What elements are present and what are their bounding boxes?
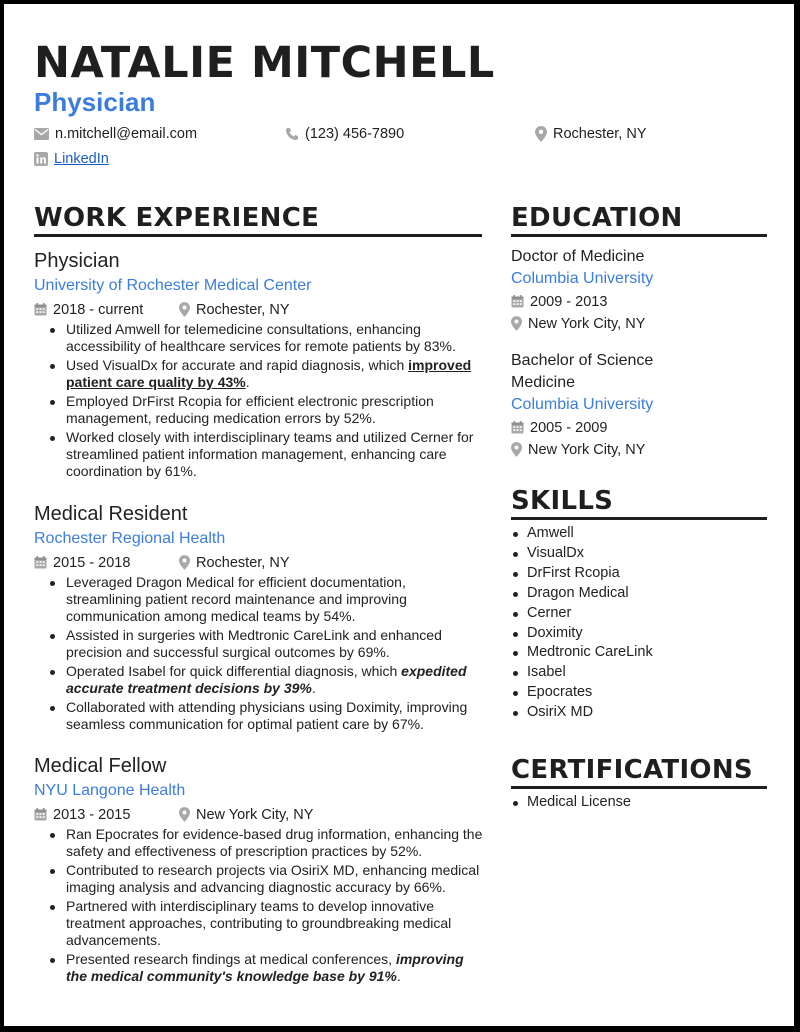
bullet-text: Ran Epocrates for evidence-based drug information, enhancing the safety and effectiveness of prescription practices by 52%.	[66, 826, 483, 859]
bullet-text: Collaborated with attending physicians using Doximity, improving seamless communication for optimal patient care by 67%.	[66, 699, 468, 732]
degree: Doctor of Medicine	[511, 248, 645, 265]
skill-item: Dragon Medical	[511, 584, 653, 604]
education-dates	[511, 291, 771, 312]
certifications-rule	[511, 786, 767, 789]
education-dates-text: 2005 - 2009	[530, 419, 608, 436]
job-location-text: New York City, NY	[196, 806, 314, 823]
bullet-text: Presented research findings at medical conferences,	[66, 951, 396, 967]
education-entry	[511, 350, 771, 460]
skill-item: Isabel	[511, 663, 653, 683]
work-experience-heading: WORK EXPERIENCE	[34, 203, 320, 233]
school-name: Columbia University	[511, 270, 654, 287]
job-meta	[34, 804, 484, 825]
contact-email	[34, 126, 197, 142]
map-pin-icon	[511, 442, 522, 457]
job-bullets	[34, 574, 484, 733]
education-rule	[511, 234, 767, 237]
job-bullet	[34, 862, 484, 896]
job-bullet	[34, 574, 484, 625]
job-bullets	[34, 321, 484, 480]
job-dates	[34, 302, 179, 318]
bullet-text: Assisted in surgeries with Medtronic CareLink and enhanced precision and successful surgical outcomes by 69%.	[66, 627, 442, 660]
job-dates	[34, 555, 179, 571]
calendar-icon	[34, 808, 47, 821]
job-dates-text: 2018 - current	[53, 301, 144, 318]
envelope-icon	[34, 128, 49, 140]
education-location-text: New York City, NY	[528, 315, 646, 332]
bullet-text: Worked closely with interdisciplinary teams and utilized Cerner for streamlined patient information management, enhancing care coordination by 61%.	[66, 429, 474, 479]
job-meta	[34, 299, 484, 320]
education-entry	[511, 246, 771, 334]
map-pin-icon	[511, 316, 522, 331]
job-entry	[34, 501, 484, 735]
job-bullet	[34, 826, 484, 860]
job-entry	[34, 753, 484, 987]
job-location-text: Rochester, NY	[196, 554, 290, 571]
job-location	[179, 302, 290, 318]
certifications-heading: CERTIFICATIONS	[511, 755, 753, 785]
bullet-text: improved patient care quality by 43%	[66, 357, 472, 390]
map-pin-icon	[179, 555, 190, 570]
job-location-text: Rochester, NY	[196, 301, 290, 318]
education-dates-text: 2009 - 2013	[530, 293, 608, 310]
job-bullet	[34, 951, 484, 985]
candidate-name: NATALIE MITCHELL	[34, 38, 495, 88]
bullet-text: .	[396, 968, 401, 984]
contact-location	[535, 126, 647, 142]
bullet-text: Partnered with interdisciplinary teams to develop innovative treatment approaches, contributing to groundbreaking medical advancements.	[66, 898, 452, 948]
company-name: University of Rochester Medical Center	[34, 277, 312, 294]
work-experience-rule	[34, 234, 482, 237]
map-pin-icon	[179, 807, 190, 822]
bullet-text: improving the medical community's knowledge base by 91%	[66, 951, 464, 984]
bullet-text: Leveraged Dragon Medical for efficient documentation, streamlining patient record maintenance and improving communication among medical teams by 54%.	[66, 574, 407, 624]
skill-item: Amwell	[511, 524, 653, 544]
bullet-text: .	[311, 680, 316, 696]
skills-list	[511, 524, 653, 723]
education-location-text: New York City, NY	[528, 441, 646, 458]
company-name: NYU Langone Health	[34, 782, 186, 799]
degree-field: Medicine	[511, 374, 576, 391]
bullet-text: Operated Isabel for quick differential diagnosis, which	[66, 663, 402, 679]
job-dates-text: 2013 - 2015	[53, 806, 131, 823]
job-bullet	[34, 429, 484, 480]
education-dates	[511, 417, 771, 438]
job-bullet	[34, 627, 484, 661]
calendar-icon	[511, 295, 524, 308]
skills-heading: SKILLS	[511, 486, 614, 516]
phone-text: (123) 456-7890	[305, 126, 405, 142]
company-name: Rochester Regional Health	[34, 530, 226, 547]
contact-phone	[285, 126, 404, 142]
job-bullet	[34, 663, 484, 697]
education-location	[511, 439, 771, 460]
calendar-icon	[34, 556, 47, 569]
job-bullet	[34, 699, 484, 733]
skill-item: Doximity	[511, 624, 653, 644]
map-pin-icon	[179, 302, 190, 317]
bullet-text: Employed DrFirst Rcopia for efficient electronic prescription management, reducing medication errors by 52%.	[66, 393, 434, 426]
skill-item: Medtronic CareLink	[511, 643, 653, 663]
job-location	[179, 555, 290, 571]
job-dates-text: 2015 - 2018	[53, 554, 131, 571]
education-heading: EDUCATION	[511, 203, 683, 233]
linkedin-link[interactable]: LinkedIn	[54, 151, 109, 167]
skill-item: Cerner	[511, 604, 653, 624]
contact-linkedin	[34, 151, 109, 167]
job-dates	[34, 807, 179, 823]
certifications-list	[511, 793, 631, 813]
job-entry	[34, 248, 484, 482]
email-text: n.mitchell@email.com	[55, 126, 198, 142]
job-bullet	[34, 393, 484, 427]
resume-page	[4, 4, 794, 1026]
phone-icon	[285, 127, 299, 141]
calendar-icon	[34, 303, 47, 316]
bullet-text: Contributed to research projects via OsiriX MD, enhancing medical imaging analysis and advancing diagnostic accuracy by 66%.	[66, 862, 480, 895]
job-bullet	[34, 357, 484, 391]
job-location	[179, 807, 313, 823]
bullet-text: .	[245, 374, 250, 390]
education-location	[511, 313, 771, 334]
linkedin-icon	[34, 152, 48, 166]
bullet-text: Utilized Amwell for telemedicine consultations, enhancing accessibility of healthcare services for remote patients by 83%.	[66, 321, 456, 354]
calendar-icon	[511, 421, 524, 434]
candidate-title: Physician	[34, 87, 156, 117]
map-pin-icon	[535, 126, 547, 142]
location-text: Rochester, NY	[553, 126, 647, 142]
bullet-text: Used VisualDx for accurate and rapid diagnosis, which	[66, 357, 409, 373]
skill-item: Epocrates	[511, 683, 653, 703]
job-bullet	[34, 321, 484, 355]
bullet-text: expedited accurate treatment decisions by 39%	[66, 663, 467, 696]
skills-rule	[511, 517, 767, 520]
job-bullets	[34, 826, 484, 985]
job-title: Physician	[34, 250, 120, 272]
job-bullet	[34, 898, 484, 949]
job-title: Medical Resident	[34, 503, 188, 525]
skill-item: DrFirst Rcopia	[511, 564, 653, 584]
school-name: Columbia University	[511, 396, 654, 413]
job-meta	[34, 552, 484, 573]
skill-item: VisualDx	[511, 544, 653, 564]
degree: Bachelor of Science	[511, 352, 654, 369]
certification-item: Medical License	[511, 793, 631, 813]
job-title: Medical Fellow	[34, 755, 167, 777]
skill-item: OsiriX MD	[511, 703, 653, 723]
